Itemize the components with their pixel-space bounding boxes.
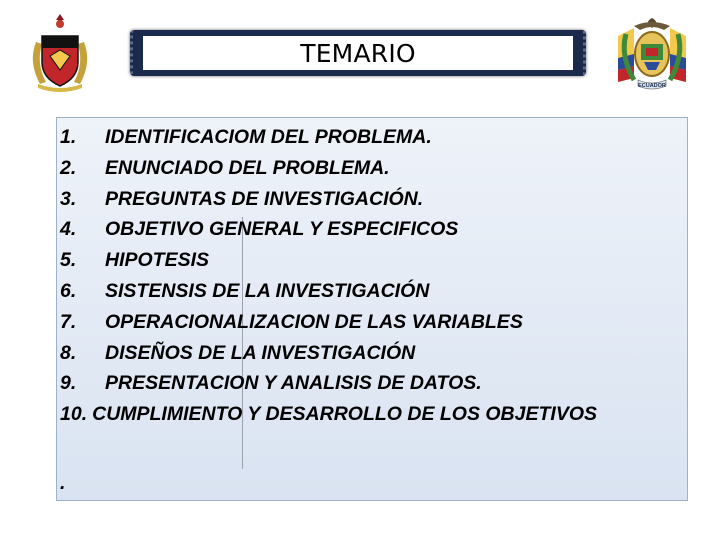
title-bar [130,30,586,76]
item-number: 6. [60,279,77,302]
item-number: 2. [60,156,77,179]
right-logo-text: ECUADOR [638,83,666,89]
item-text: SISTENSIS DE LA INVESTIGACIÓN [105,279,430,302]
list-item [60,122,686,153]
item-text: DISEÑOS DE LA INVESTIGACIÓN [105,341,416,364]
military-shield-emblem-icon [24,12,96,92]
item-number: 9. [60,372,77,395]
item-number: 3. [60,187,77,210]
item-number: 5. [60,249,77,272]
list-item [60,399,686,430]
item-text: OBJETIVO GENERAL Y ESPECIFICOS [105,218,459,241]
list-item [60,276,686,307]
list-item [60,214,686,245]
item-text: HIPOTESIS [105,249,210,272]
item-text: ENUNCIADO DEL PROBLEMA. [105,156,390,179]
item-text: OPERACIONALIZACION DE LAS VARIABLES [105,310,523,333]
list-item [60,368,686,399]
list-item [60,153,686,184]
ecuador-coat-of-arms-icon [604,14,700,94]
item-text: PRESENTACION Y ANALISIS DE DATOS. [105,372,482,395]
item-number: 10. [60,403,88,426]
page-title: TEMARIO [300,38,416,68]
item-text: CUMPLIMIENTO Y DESARROLLO DE LOS OBJETIVOS [92,403,598,426]
trailing-mark: . [60,472,66,494]
item-number: 7. [60,310,77,333]
item-number: 1. [60,126,77,148]
list-item [60,307,686,338]
item-text: PREGUNTAS DE INVESTIGACIÓN. [105,187,424,210]
list-item [60,338,686,369]
item-number: 4. [60,218,77,241]
item-number: 8. [60,341,77,364]
list-item [60,245,686,276]
title-box [143,36,573,70]
topic-list [60,122,686,430]
item-text: IDENTIFICACIOM DEL PROBLEMA. [105,126,432,148]
list-item [60,184,686,215]
